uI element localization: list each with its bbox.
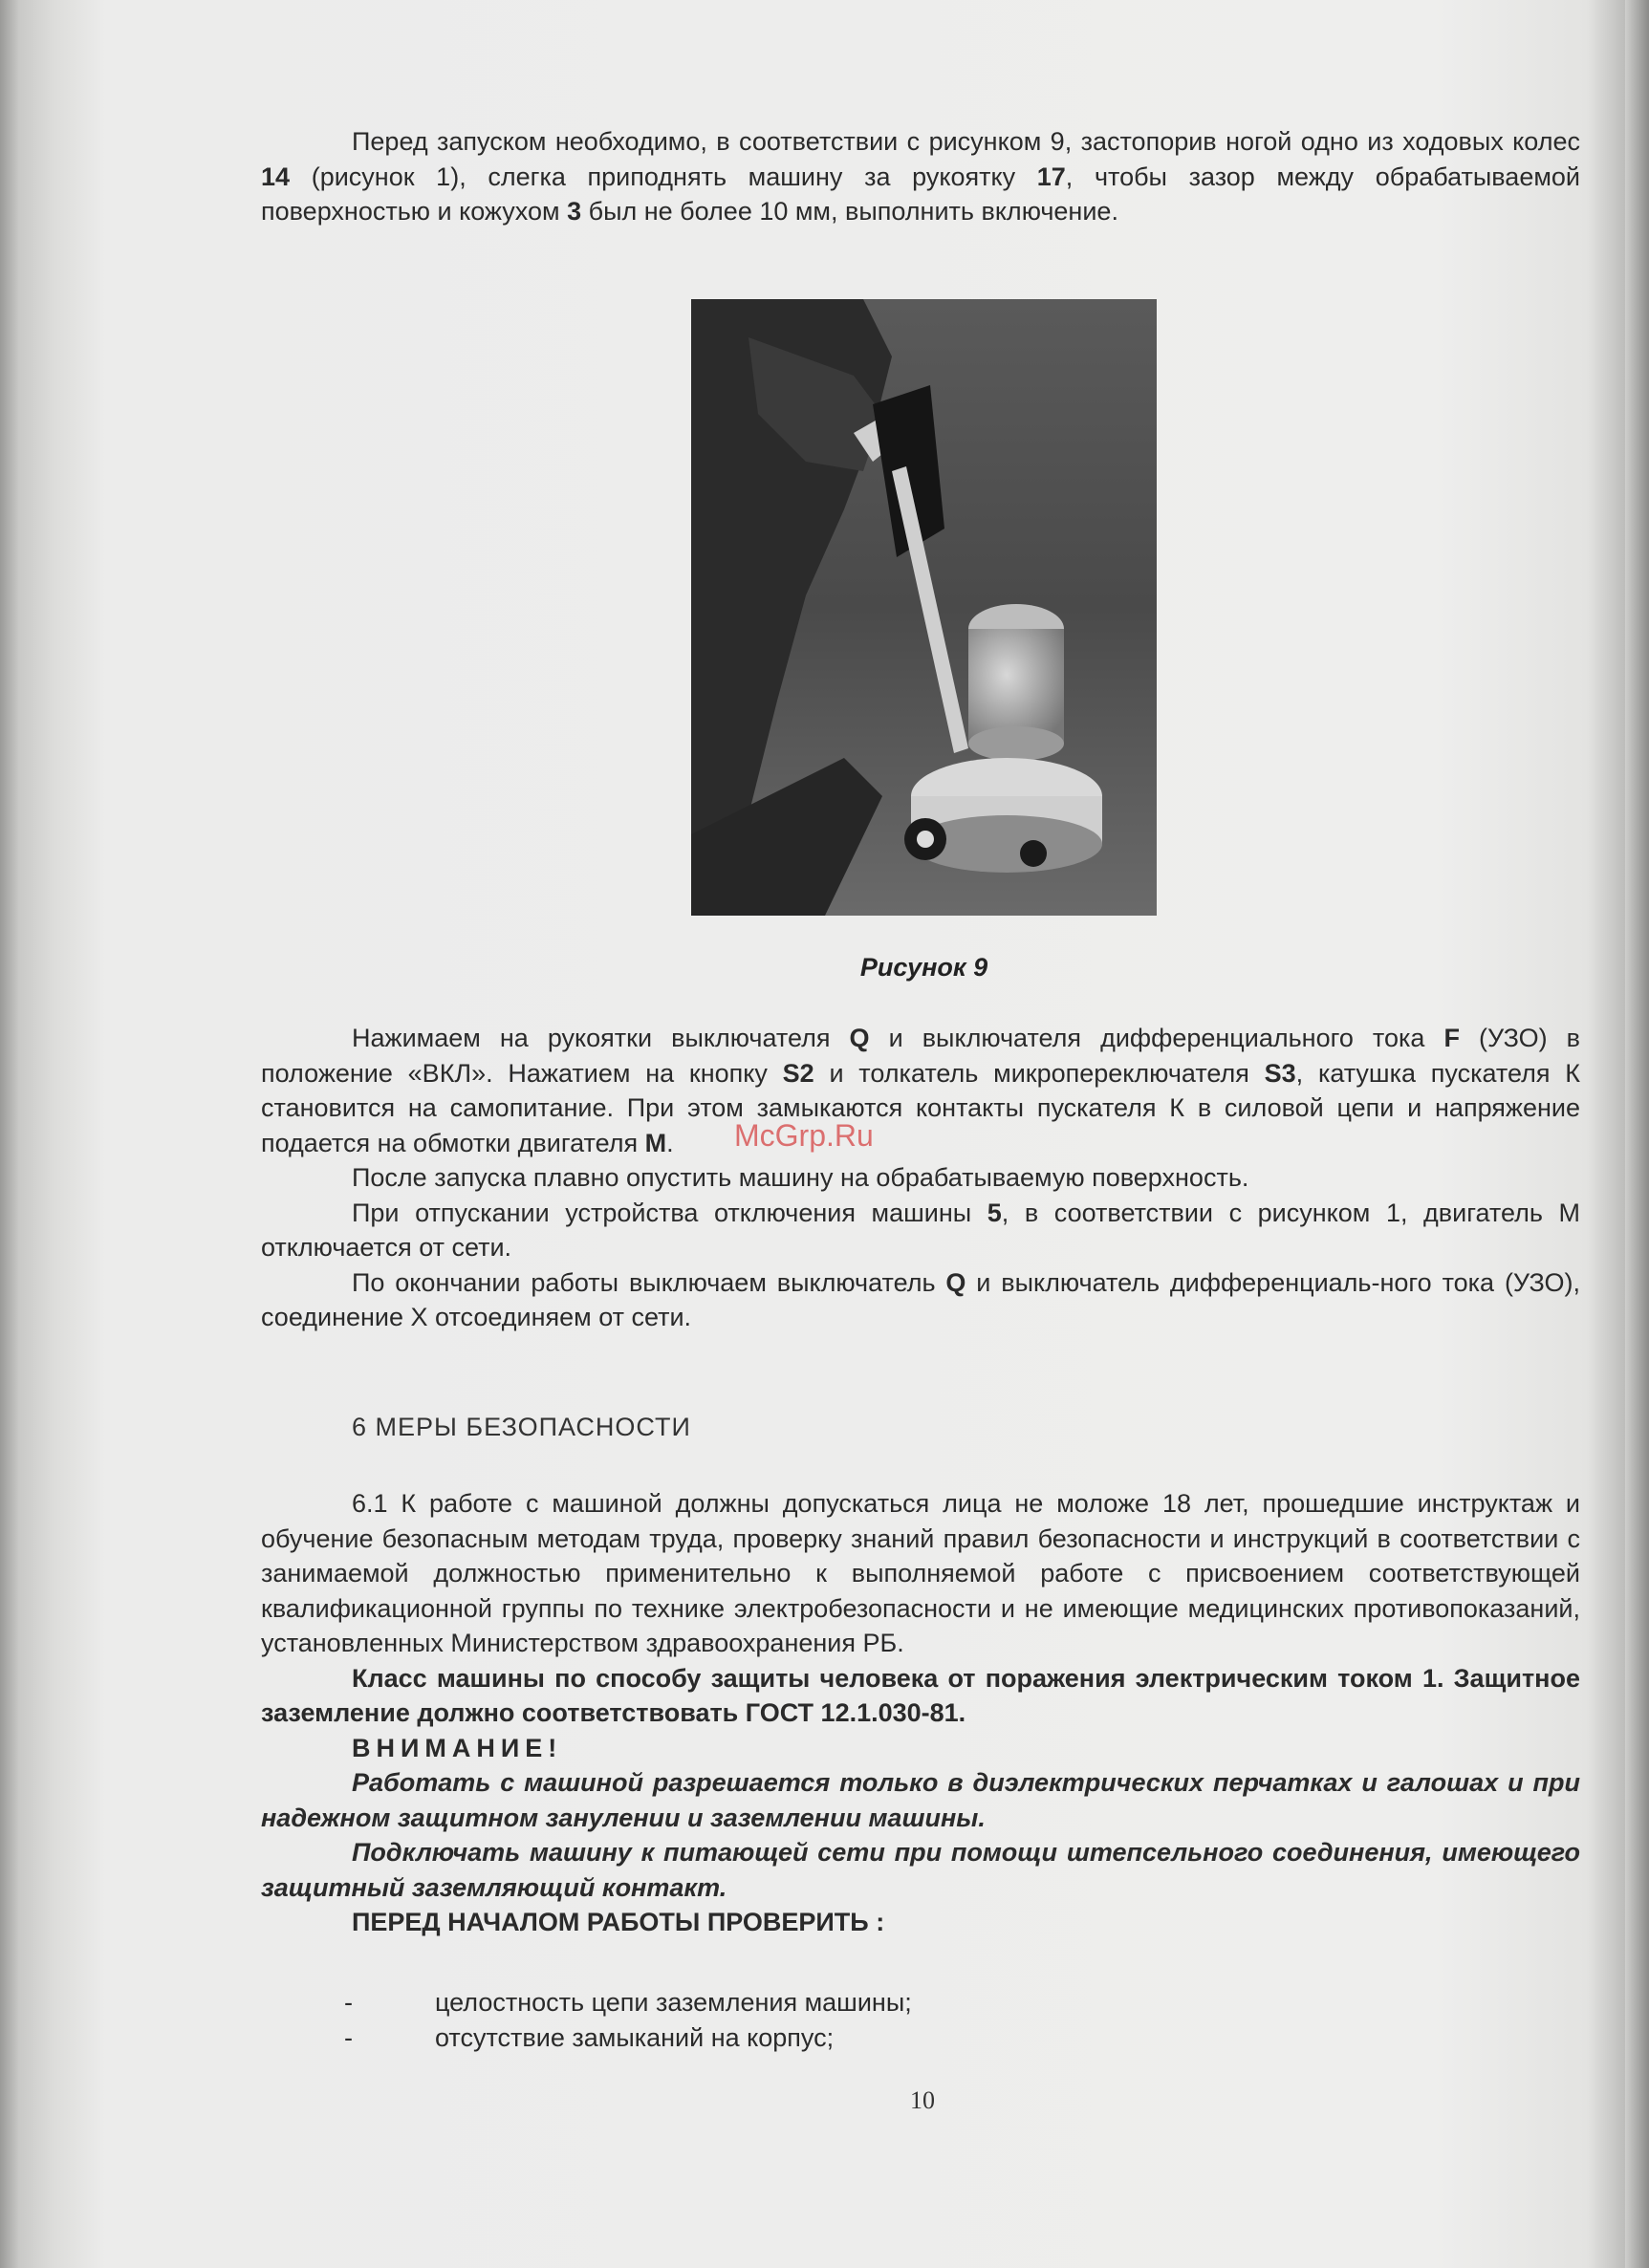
- op-text-end: .: [666, 1128, 674, 1157]
- intro-text-3: , чтобы зазор между обрабатываемой поверхностью и кожухом: [261, 162, 1580, 226]
- motor-base: [968, 726, 1064, 761]
- op-text-a: Нажимаем на рукоятки выключателя: [352, 1024, 850, 1052]
- op-text-d: и толкатель микропереключателя: [814, 1058, 1265, 1088]
- wheel-right: [1020, 840, 1047, 867]
- intro-text-1: Перед запуском необходимо, в соответствии с рисунком 9, застопорив ногой одно из ходовых колес: [352, 127, 1580, 156]
- check-list: [344, 1985, 1204, 2055]
- switch-s3-ref: S3: [1264, 1058, 1296, 1088]
- ref-3: 3: [567, 197, 582, 226]
- operation-paragraph-3: [261, 1196, 1580, 1265]
- operation-section: [261, 1021, 1580, 1335]
- safety-section: [261, 1486, 1580, 1940]
- warning-2: Подключать машину к питающей сети при помощи штепсельного соединения, имеющего защитный заземляющий контакт.: [261, 1838, 1580, 1902]
- switch-q-ref: Q: [849, 1024, 870, 1052]
- ref-17: 17: [1036, 162, 1066, 191]
- list-dash: -: [344, 2022, 353, 2052]
- switch-f-ref: F: [1443, 1024, 1460, 1052]
- check-item-text: целостность цепи заземления машины;: [435, 1988, 912, 2017]
- operation-paragraph-1: [261, 1021, 1580, 1160]
- switch-q-ref-2: Q: [945, 1267, 966, 1297]
- attention-heading: ВНИМАНИЕ!: [352, 1733, 563, 1762]
- page-edge: [1625, 0, 1649, 2268]
- intro-paragraph: [261, 124, 1580, 229]
- page-number: 10: [910, 2086, 935, 2114]
- ref-14: 14: [261, 162, 291, 191]
- floor-grinder-illustration: [691, 299, 1157, 916]
- operation-paragraph-2: После запуска плавно опустить машину на обрабатываемую поверхность.: [352, 1163, 1249, 1192]
- pre-work-check-title: ПЕРЕД НАЧАЛОМ РАБОТЫ ПРОВЕРИТЬ :: [352, 1908, 885, 1936]
- op-text-e: , катушка пускателя К становится на самопитание. При этом замыкаются контакты пускателя К в силовой цепи и напряжение подается на обмотки двигателя: [261, 1058, 1580, 1157]
- safety-class-paragraph: Класс машины по способу защиты человека от поражения электрическим током 1. Защитное заземление должно соответствовать ГОСТ 12.1.030-81.: [261, 1663, 1580, 1727]
- op3-text-a: При отпускании устройства отключения машины: [352, 1198, 987, 1227]
- section-6-title: 6 МЕРЫ БЕЗОПАСНОСТИ: [352, 1413, 691, 1441]
- op4-text-b: и выключатель дифференциаль-ного тока (УЗО), соединение X отсоединяем от сети.: [261, 1267, 1580, 1331]
- figure-9-photo: [691, 299, 1157, 916]
- intro-text-4: был не более 10 мм, выполнить включение.: [581, 197, 1118, 226]
- watermark: McGrp.Ru: [734, 1118, 874, 1153]
- intro-text-2: (рисунок 1), слегка приподнять машину за рукоятку: [290, 162, 1037, 191]
- op-text-c: (УЗО) в положение «ВКЛ». Нажатием на кнопку: [261, 1024, 1580, 1088]
- device-5-ref: 5: [987, 1198, 1002, 1227]
- safety-paragraph-1: 6.1 К работе с машиной должны допускаться лица не моложе 18 лет, прошедшие инструктаж и обучение безопасным методам труда, проверку знаний правил безопасности и инструкций в соответствии с занимаемой должностью применительно к выполняемой работе с присвоением соответствующей квалификационной группы по технике электробезопасности и не имеющие медицинских противопоказаний, установленных Министерством здравоохранения РБ.: [261, 1489, 1580, 1657]
- list-dash: -: [344, 1988, 353, 2017]
- op-text-b: и выключателя дифференциального тока: [869, 1024, 1444, 1052]
- check-item: [344, 2020, 1204, 2056]
- warning-1: Работать с машиной разрешается только в диэлектрических перчатках и галошах и при надежном защитном занулении и заземлении машины.: [261, 1768, 1580, 1832]
- op3-text-b: , в соответствии с рисунком 1, двигатель М отключается от сети.: [261, 1198, 1580, 1262]
- figure-caption: Рисунок 9: [859, 953, 988, 982]
- motor-m-ref: М: [644, 1128, 667, 1157]
- wheel-left-hub: [917, 831, 934, 848]
- check-item: [344, 1985, 1204, 2020]
- operation-paragraph-4: [261, 1265, 1580, 1335]
- check-item-text: отсутствие замыканий на корпус;: [435, 2022, 835, 2052]
- button-s2-ref: S2: [782, 1058, 814, 1088]
- op4-text-a: По окончании работы выключаем выключатель: [352, 1267, 946, 1297]
